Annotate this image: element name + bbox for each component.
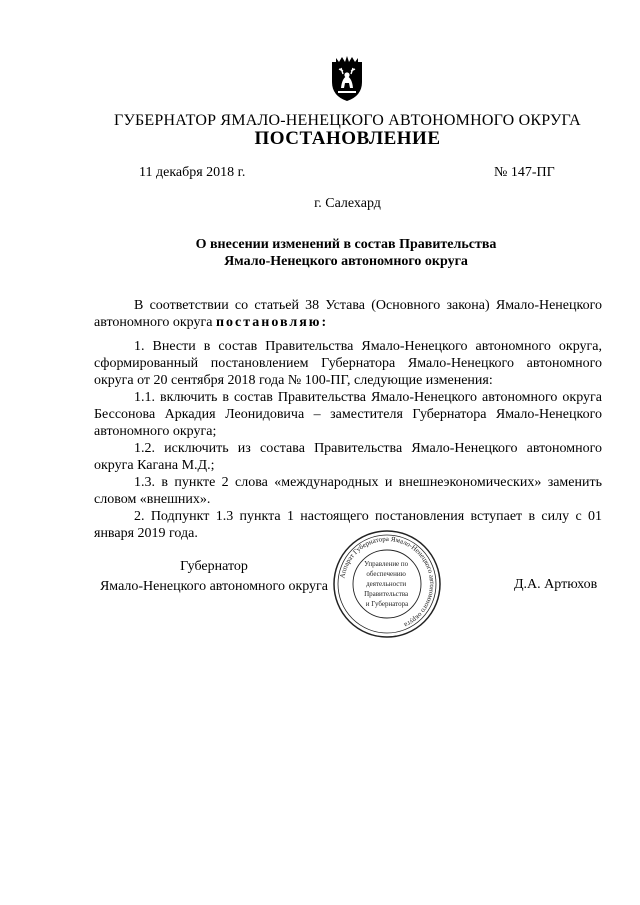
decree-word: постановляю: [215, 315, 329, 330]
svg-text:Управление по обеспечени [364, 560, 410, 608]
stamp-center-line-1: Управление по [364, 560, 409, 568]
paragraph-1-1: 1.1. включить в состав Правительства Ямало-Ненецкого автономного округа Бессонова Аркадия Леонидовича – заместителя Губернатора Ямало-Ненецкого автономного округа; [94, 390, 602, 439]
preamble [94, 297, 602, 331]
document-number: № 147-ПГ [494, 165, 555, 180]
document-type: ПОСТАНОВЛЕНИЕ [254, 128, 441, 149]
paragraph-1: 1. Внести в состав Правительства Ямало-Ненецкого автономного округа, сформированный постановлением Губернатора Ямало-Ненецкого автономного округа от 20 сентября 2018 года № 100-ПГ, следующие изменения: [94, 339, 602, 388]
stamp-center-line-5: и Губернатора [365, 600, 409, 608]
coat-of-arms-icon [330, 56, 364, 102]
document-city: г. Салехард [314, 196, 381, 211]
signatory-name: Д.А. Артюхов [514, 577, 598, 592]
stamp-ring-text: Аппарат Губернатора Ямало-Ненецкого автономного округа [338, 534, 437, 630]
paragraph-2: 2. Подпункт 1.3 пункта 1 настоящего постановления вступает в силу с 01 января 2019 года. [94, 509, 602, 541]
preamble-text: В соответствии со статьей 38 Устава (Основного закона) Ямало-Ненецкого автономного округа [94, 298, 602, 330]
issuing-authority: ГУБЕРНАТОР ЯМАЛО-НЕНЕЦКОГО АВТОНОМНОГО ОКРУГА [114, 112, 581, 129]
signatory-title-line-2: Ямало-Ненецкого автономного округа [99, 579, 329, 594]
stamp-center-line-2: обеспечению [366, 570, 406, 578]
subject-line-2: Ямало-Ненецкого автономного округа [224, 254, 468, 269]
official-stamp [331, 528, 443, 640]
paragraph-1-2: 1.2. исключить из состава Правительства Ямало-Ненецкого автономного округа Кагана М.Д.; [94, 441, 602, 473]
signatory-title-line-1: Губернатор [180, 559, 248, 574]
stamp-center-line-4: Правительства [364, 590, 409, 598]
document-subject [176, 236, 516, 270]
signatory-title [94, 557, 334, 597]
paragraph-1-3: 1.3. в пункте 2 слова «международных и внешнеэкономических» заменить словом «внешних». [94, 475, 602, 507]
document-date: 11 декабря 2018 г. [139, 165, 246, 180]
stamp-center-line-3: деятельности [366, 580, 407, 588]
document-body [94, 338, 602, 542]
subject-line-1: О внесении изменений в состав Правительства [195, 237, 497, 252]
